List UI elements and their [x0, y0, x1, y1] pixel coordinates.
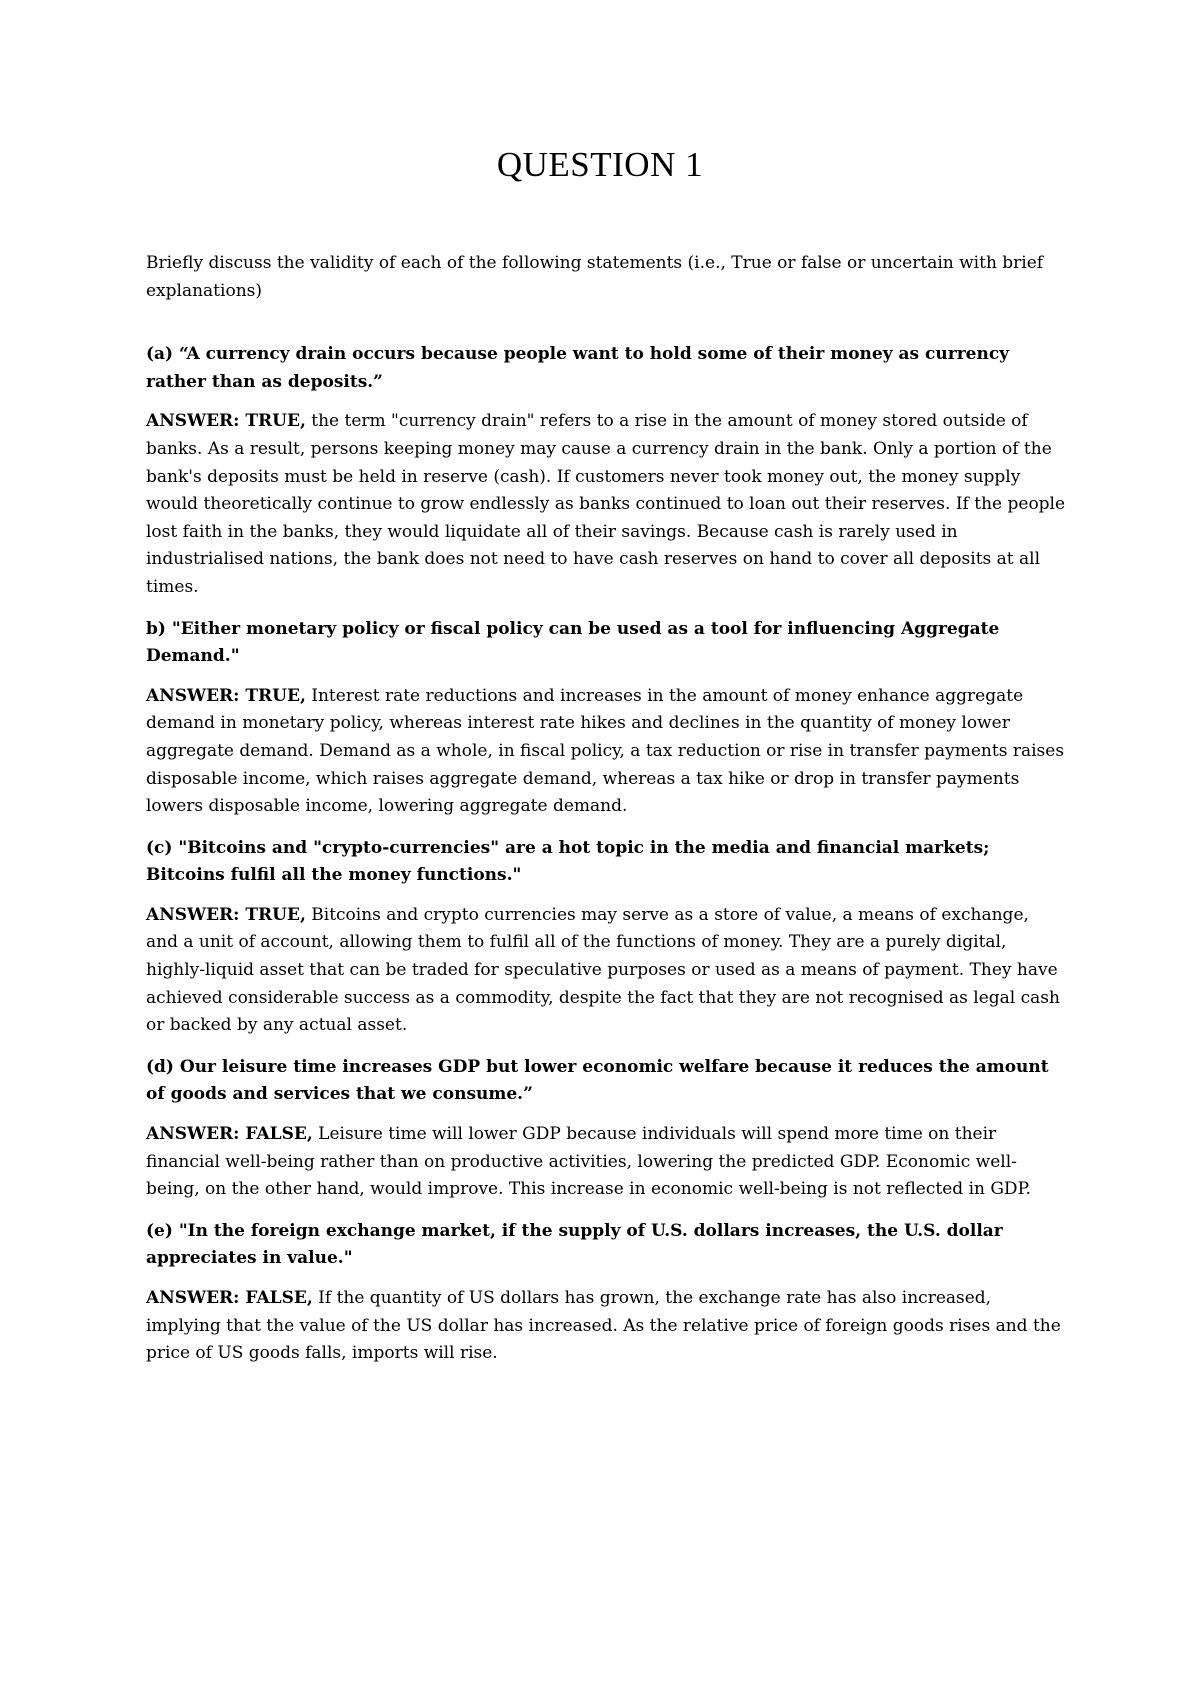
document-body [146, 250, 1066, 1382]
answer-label: ANSWER: TRUE, [146, 685, 306, 706]
qa-item-b [146, 616, 1066, 821]
answer-label: ANSWER: FALSE, [146, 1288, 313, 1308]
answer-text: Leisure time will lower GDP because individuals will spend more time on their financial well-being rather than on productive activities, lowering the predicted GDP. Economic well-being, on the other hand, would improve. This increase in economic well-being is not reflected in GDP. [146, 1124, 1031, 1200]
answer-paragraph [146, 1285, 1066, 1368]
answer-text: the term "currency drain" refers to a rise in the amount of money stored outside of banks. As a result, persons keeping money may cause a currency drain in the bank. Only a portion of the bank's deposits must be held in reserve (cash). If customers never took money out, the money supply would theoretically continue to grow endlessly as banks continued to loan out their reserves. If the people lost faith in the banks, they would liquidate all of their savings. Because cash is rarely used in industrialised nations, the bank does not need to have cash reserves on hand to cover all deposits at all times. [146, 411, 1066, 597]
qa-item-e [146, 1218, 1066, 1368]
answer-paragraph [146, 902, 1066, 1040]
qa-item-c [146, 835, 1066, 1040]
question-text: (a) “A currency drain occurs because people want to hold some of their money as currency rather than as deposits.” [146, 344, 1010, 392]
answer-paragraph [146, 1121, 1066, 1204]
question-text: (d) Our leisure time increases GDP but lower economic welfare because it reduces the amount of goods and services that we consume.” [146, 1056, 1049, 1105]
page-title: QUESTION 1 [496, 145, 704, 184]
answer-text: Interest rate reductions and increases in the amount of money enhance aggregate demand in monetary policy, whereas interest rate hikes and declines in the quantity of money lower aggregate demand. Demand as a whole, in fiscal policy, a tax reduction or rise in transfer payments raises disposable income, which raises aggregate demand, whereas a tax hike or drop in transfer payments lowers disposable income, lowering aggregate demand. [146, 685, 1065, 817]
answer-paragraph [146, 408, 1066, 601]
answer-label: ANSWER: TRUE, [146, 411, 306, 432]
intro-paragraph: Briefly discuss the validity of each of the following statements (i.e., True or false or uncertain with brief explanations) [146, 253, 1044, 301]
answer-paragraph [146, 683, 1066, 821]
question-text: (c) "Bitcoins and "crypto-currencies" are a hot topic in the media and financial markets; Bitcoins fulfil all the money functions." [146, 837, 990, 886]
qa-item-a [146, 341, 1066, 601]
answer-text: Bitcoins and crypto currencies may serve as a store of value, a means of exchange, and a unit of account, allowing them to fulfil all of the functions of money. They are a purely digital, highly-liquid asset that can be traded for speculative purposes or used as a means of payment. They have achieved considerable success as a commodity, despite the fact that they are not recognised as legal cash or backed by any actual asset. [146, 904, 1060, 1036]
answer-label: ANSWER: FALSE, [146, 1124, 313, 1145]
question-text: b) "Either monetary policy or fiscal policy can be used as a tool for influencing Aggregate Demand." [146, 618, 1000, 667]
answer-text: If the quantity of US dollars has grown, the exchange rate has also increased, implying that the value of the US dollar has increased. As the relative price of foreign goods rises and the price of US goods falls, imports will rise. [146, 1288, 1061, 1364]
answer-label: ANSWER: TRUE, [146, 904, 306, 925]
qa-item-d [146, 1054, 1066, 1204]
question-text: (e) "In the foreign exchange market, if the supply of U.S. dollars increases, the U.S. dollar appreciates in value." [146, 1220, 1003, 1269]
